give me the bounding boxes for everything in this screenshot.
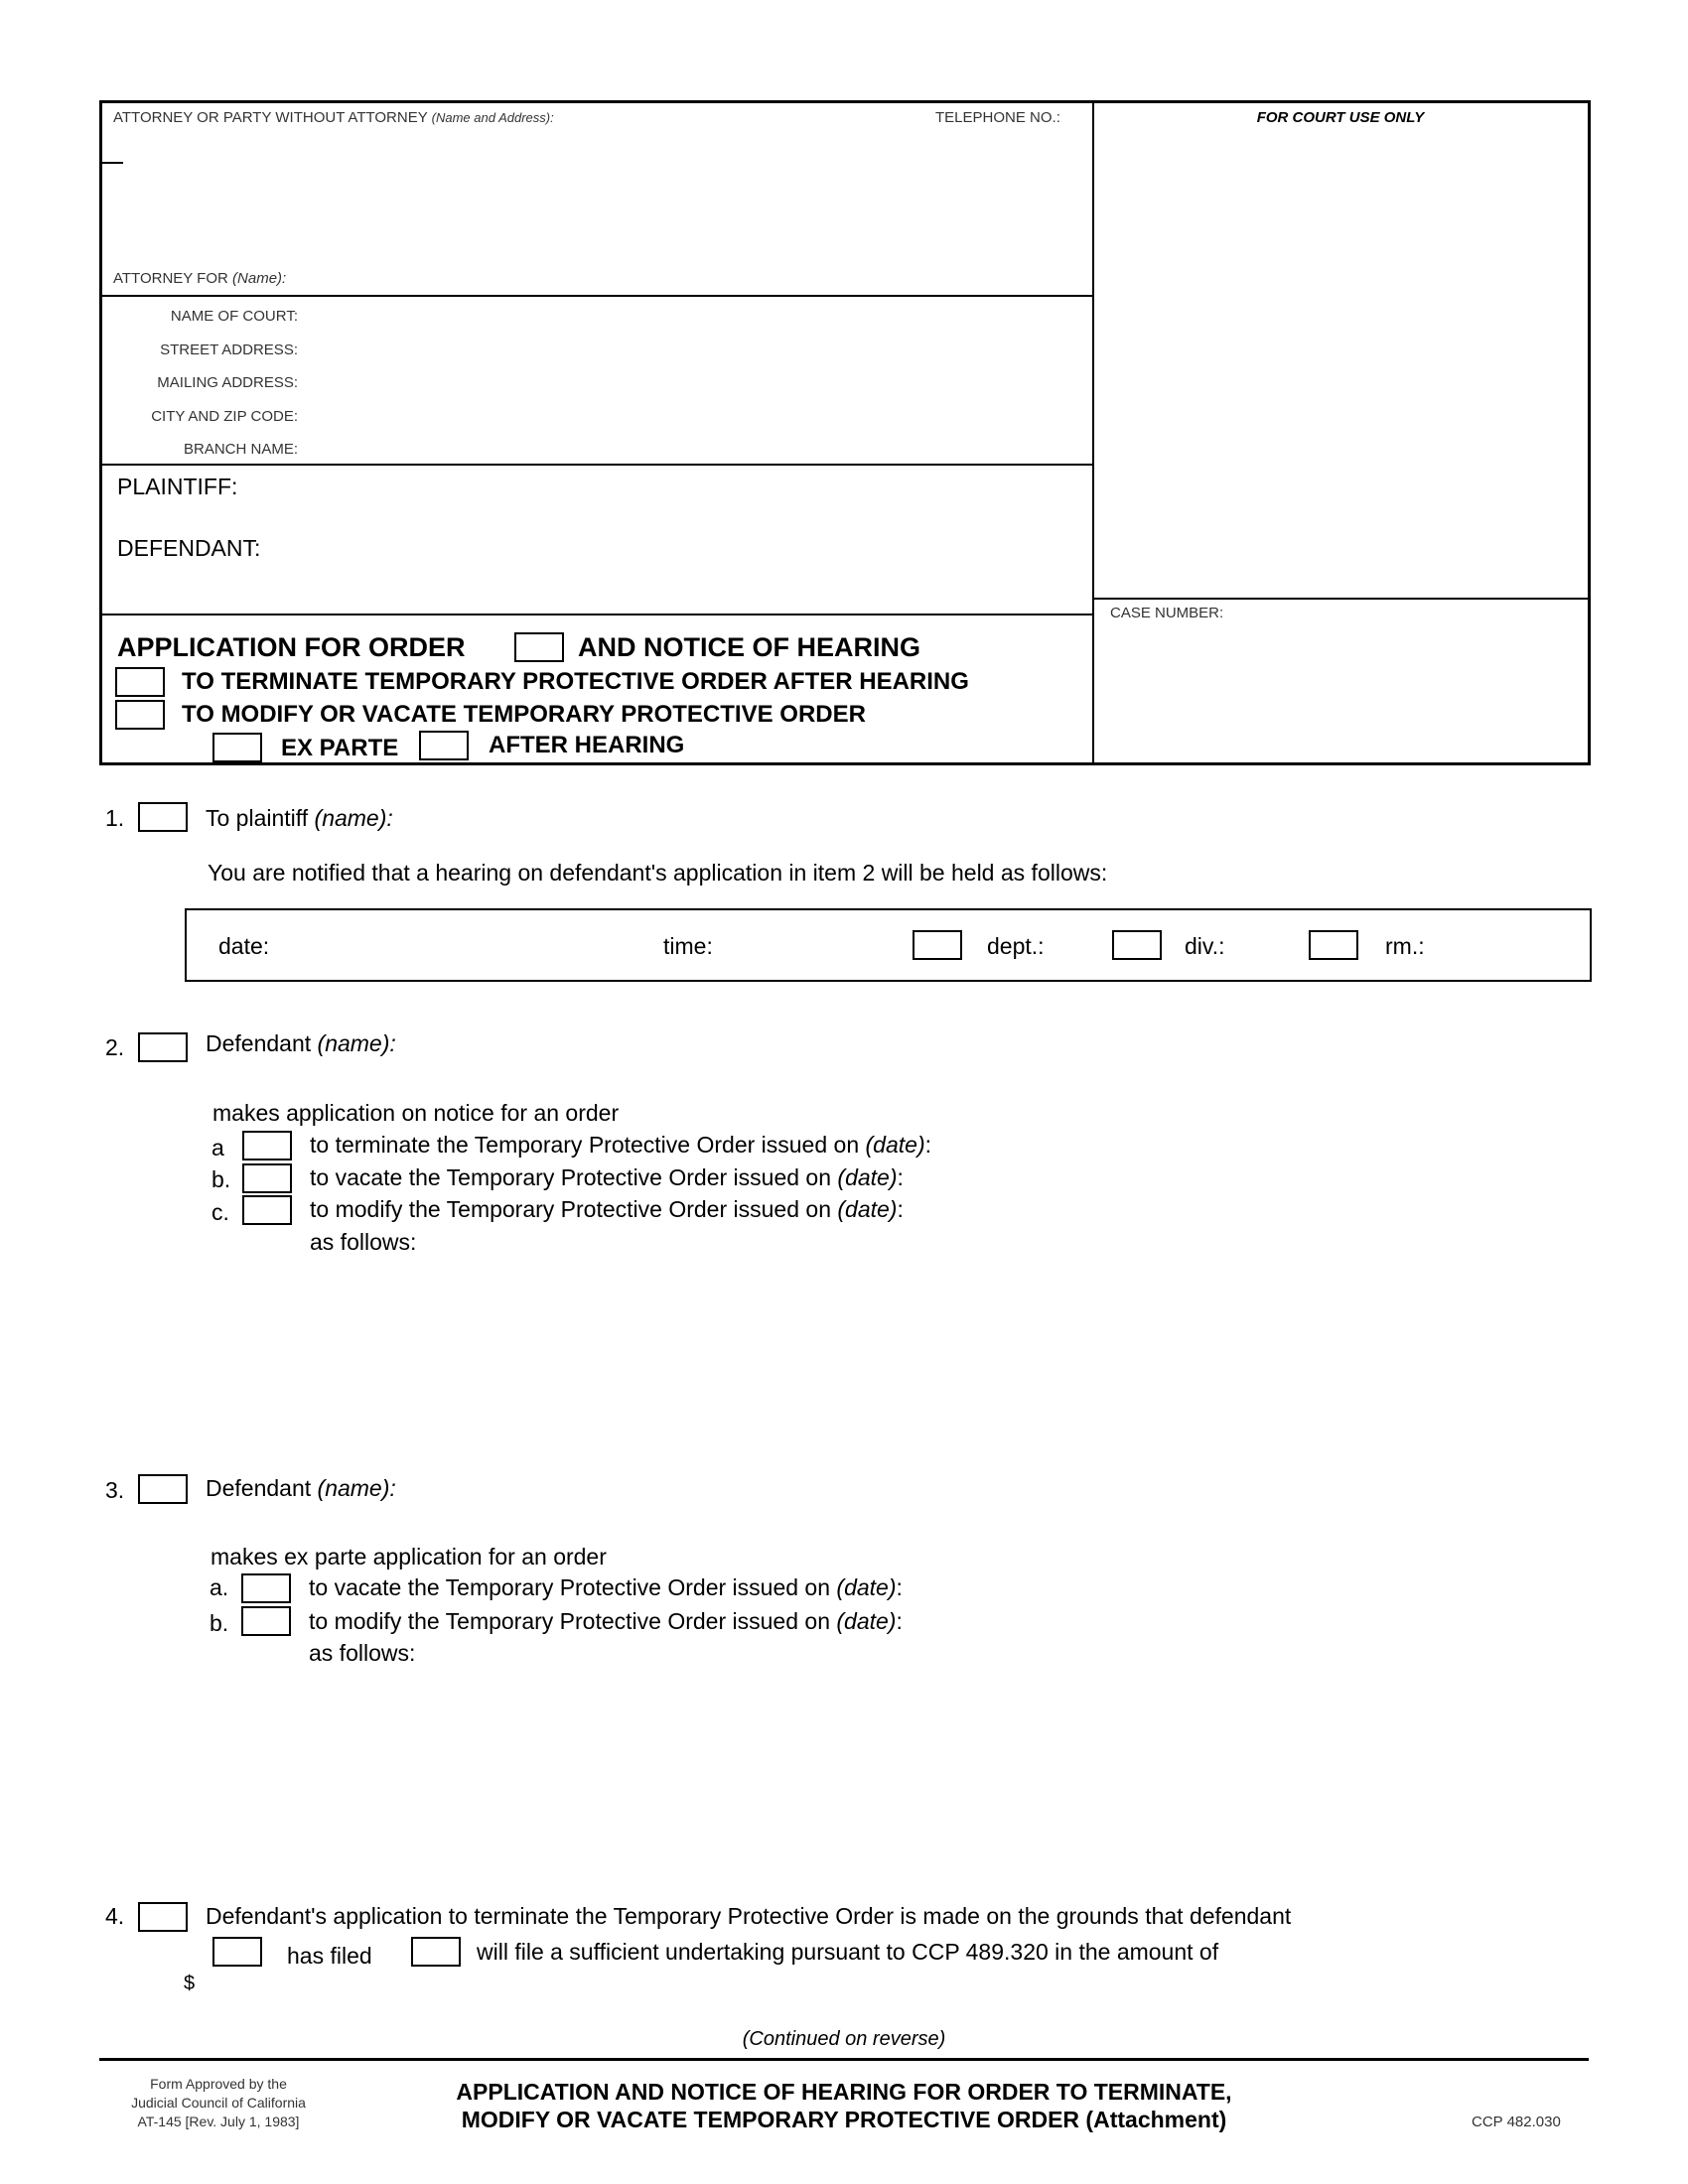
item-3-as-follows: as follows: (309, 1640, 416, 1666)
item-2a-text (310, 1132, 931, 1159)
frame-top (99, 100, 1591, 103)
item-2-intro: makes application on notice for an order (212, 1100, 620, 1126)
item-2b-text (310, 1164, 904, 1191)
city-zip-label: CITY AND ZIP CODE: (151, 408, 298, 425)
attorney-label-text: ATTORNEY OR PARTY WITHOUT ATTORNEY (113, 109, 428, 126)
court-use-label: FOR COURT USE ONLY (1256, 109, 1425, 126)
item-2-as-follows: as follows: (310, 1229, 417, 1255)
hearing-time-field[interactable] (725, 923, 904, 967)
case-number-label: CASE NUMBER: (1110, 605, 1224, 621)
footer-title-line-1: APPLICATION AND NOTICE OF HEARING FOR ORDER TO TERMINATE, (456, 2079, 1232, 2105)
attorney-label (113, 109, 554, 126)
form-approval (99, 2075, 338, 2131)
item-3a-letter: a. (210, 1574, 229, 1600)
rule-court (99, 464, 1094, 466)
footer-rule (99, 2058, 1589, 2061)
rule-attorney (99, 295, 1094, 297)
hearing-date-label: date: (218, 933, 270, 959)
item-2c-text-hint: (date) (837, 1196, 898, 1222)
form-title: APPLICATION FOR ORDER (117, 632, 466, 662)
item-3a-text (309, 1574, 903, 1601)
defendant-label: DEFENDANT: (117, 535, 261, 561)
item-2b-checkbox[interactable] (242, 1163, 292, 1193)
item-3a-text-hint: (date) (836, 1574, 897, 1600)
item-2-label-text: Defendant (206, 1030, 312, 1056)
item-2a-letter: a (211, 1135, 224, 1160)
rule-case-number (1092, 598, 1591, 600)
hearing-time-label: time: (663, 933, 713, 959)
footer-title-line-2: MODIFY OR VACATE TEMPORARY PROTECTIVE ORDER (Attachment) (461, 2107, 1227, 2132)
court-name-label: NAME OF COURT: (170, 308, 298, 325)
attorney-name-field[interactable] (119, 139, 1072, 268)
after-hearing-label: AFTER HEARING (489, 732, 685, 758)
hearing-date-field[interactable] (288, 923, 635, 967)
mailing-address-label: MAILING ADDRESS: (157, 374, 298, 391)
item-2-number: 2. (105, 1034, 125, 1060)
item-3-number: 3. (105, 1477, 125, 1503)
continued-note: (Continued on reverse) (742, 2028, 946, 2050)
after-hearing-checkbox[interactable] (419, 731, 469, 760)
frame-left (99, 100, 102, 765)
item-1-label-text: To plaintiff (206, 805, 309, 831)
item-3-label-text: Defendant (206, 1475, 312, 1501)
item-3b-text-main: to modify the Temporary Protective Order issued on (309, 1608, 830, 1634)
item-3b-text-hint: (date) (836, 1608, 897, 1634)
item-4-checkbox[interactable] (138, 1902, 188, 1932)
ex-parte-label: EX PARTE (281, 735, 399, 761)
item-4-text: Defendant's application to terminate the Temporary Protective Order is made on the grounds that defendant (206, 1903, 1292, 1929)
amount-field[interactable] (204, 1968, 601, 2001)
code-reference: CCP 482.030 (1472, 2114, 1561, 2130)
notice-of-hearing-label: AND NOTICE OF HEARING (578, 632, 921, 662)
modify-or-vacate-checkbox[interactable] (115, 700, 165, 730)
modify-or-vacate-label: TO MODIFY OR VACATE TEMPORARY PROTECTIVE ORDER (182, 701, 866, 728)
footer-form-title (348, 2078, 1340, 2133)
rule-parties (99, 614, 1094, 615)
item-3a-checkbox[interactable] (241, 1573, 291, 1603)
terminate-after-hearing-label: TO TERMINATE TEMPORARY PROTECTIVE ORDER AFTER HEARING (182, 668, 969, 695)
item-1-number: 1. (105, 805, 125, 831)
item-3-intro: makes ex parte application for an order (211, 1544, 607, 1570)
telephone-label: TELEPHONE NO.: (935, 109, 1060, 126)
item-2c-text (310, 1196, 904, 1223)
item-3b-text (309, 1608, 903, 1635)
item-2a-text-main: to terminate the Temporary Protective Order issued on (310, 1132, 860, 1158)
item-2-checkbox[interactable] (138, 1032, 188, 1062)
approved-line-1: Form Approved by the (150, 2076, 287, 2092)
item-2a-text-end: : (924, 1132, 931, 1158)
ex-parte-checkbox[interactable] (212, 733, 262, 762)
attorney-label-hint: (Name and Address): (431, 110, 554, 125)
item-2a-checkbox[interactable] (242, 1131, 292, 1160)
frame-right (1588, 100, 1591, 765)
approved-line-3: AT-145 [Rev. July 1, 1983] (137, 2114, 300, 2129)
item-1-label (206, 805, 393, 832)
item-1-notice-text: You are notified that a hearing on defendant's application in item 2 will be held as follows: (208, 860, 1108, 886)
has-filed-checkbox[interactable] (212, 1937, 262, 1967)
item-2-details-field[interactable] (310, 1266, 1581, 1444)
item-3b-text-end: : (896, 1608, 903, 1634)
item-4-number: 4. (105, 1903, 125, 1929)
will-file-checkbox[interactable] (411, 1937, 461, 1967)
dept-checkbox[interactable] (913, 930, 962, 960)
item-2c-letter: c. (211, 1199, 229, 1225)
frame-bottom (99, 762, 1591, 765)
hearing-rm-label: rm.: (1385, 933, 1425, 959)
item-1-checkbox[interactable] (138, 802, 188, 832)
item-1-label-hint: (name): (314, 805, 393, 831)
approved-line-2: Judicial Council of California (131, 2095, 306, 2111)
item-3-checkbox[interactable] (138, 1474, 188, 1504)
div-checkbox[interactable] (1112, 930, 1162, 960)
item-3b-checkbox[interactable] (241, 1606, 291, 1636)
item-2c-text-end: : (897, 1196, 904, 1222)
item-3a-text-main: to vacate the Temporary Protective Order issued on (309, 1574, 831, 1600)
rm-checkbox[interactable] (1309, 930, 1358, 960)
has-filed-label: has filed (287, 1943, 372, 1969)
item-2c-text-main: to modify the Temporary Protective Order issued on (310, 1196, 831, 1222)
attorney-for-label (113, 270, 286, 287)
terminate-after-hearing-checkbox[interactable] (115, 667, 165, 697)
item-2c-checkbox[interactable] (242, 1195, 292, 1225)
item-3a-text-end: : (896, 1574, 903, 1600)
item-3-label (206, 1475, 396, 1502)
hearing-div-label: div.: (1185, 933, 1225, 959)
item-2b-text-hint: (date) (837, 1164, 898, 1190)
item-3-details-field[interactable] (309, 1678, 1580, 1856)
amount-currency: $ (184, 1973, 196, 1994)
plaintiff-label: PLAINTIFF: (117, 474, 238, 499)
street-address-label: STREET ADDRESS: (160, 341, 298, 358)
branch-name-label: BRANCH NAME: (183, 441, 298, 458)
item-2-label-hint: (name): (317, 1030, 396, 1056)
frame-divider (1092, 100, 1094, 765)
attorney-for-hint: (Name): (232, 270, 287, 287)
hearing-dept-label: dept.: (987, 933, 1045, 959)
attorney-for-text: ATTORNEY FOR (113, 270, 228, 287)
item-3b-letter: b. (210, 1610, 229, 1636)
item-2a-text-hint: (date) (865, 1132, 925, 1158)
will-file-label: will file a sufficient undertaking pursuant to CCP 489.320 in the amount of (477, 1939, 1219, 1965)
item-2b-text-end: : (897, 1164, 904, 1190)
item-2b-letter: b. (211, 1166, 231, 1192)
item-2b-text-main: to vacate the Temporary Protective Order issued on (310, 1164, 832, 1190)
item-2-label (206, 1030, 396, 1057)
notice-of-hearing-checkbox[interactable] (514, 632, 564, 662)
item-3-label-hint: (name): (317, 1475, 396, 1501)
